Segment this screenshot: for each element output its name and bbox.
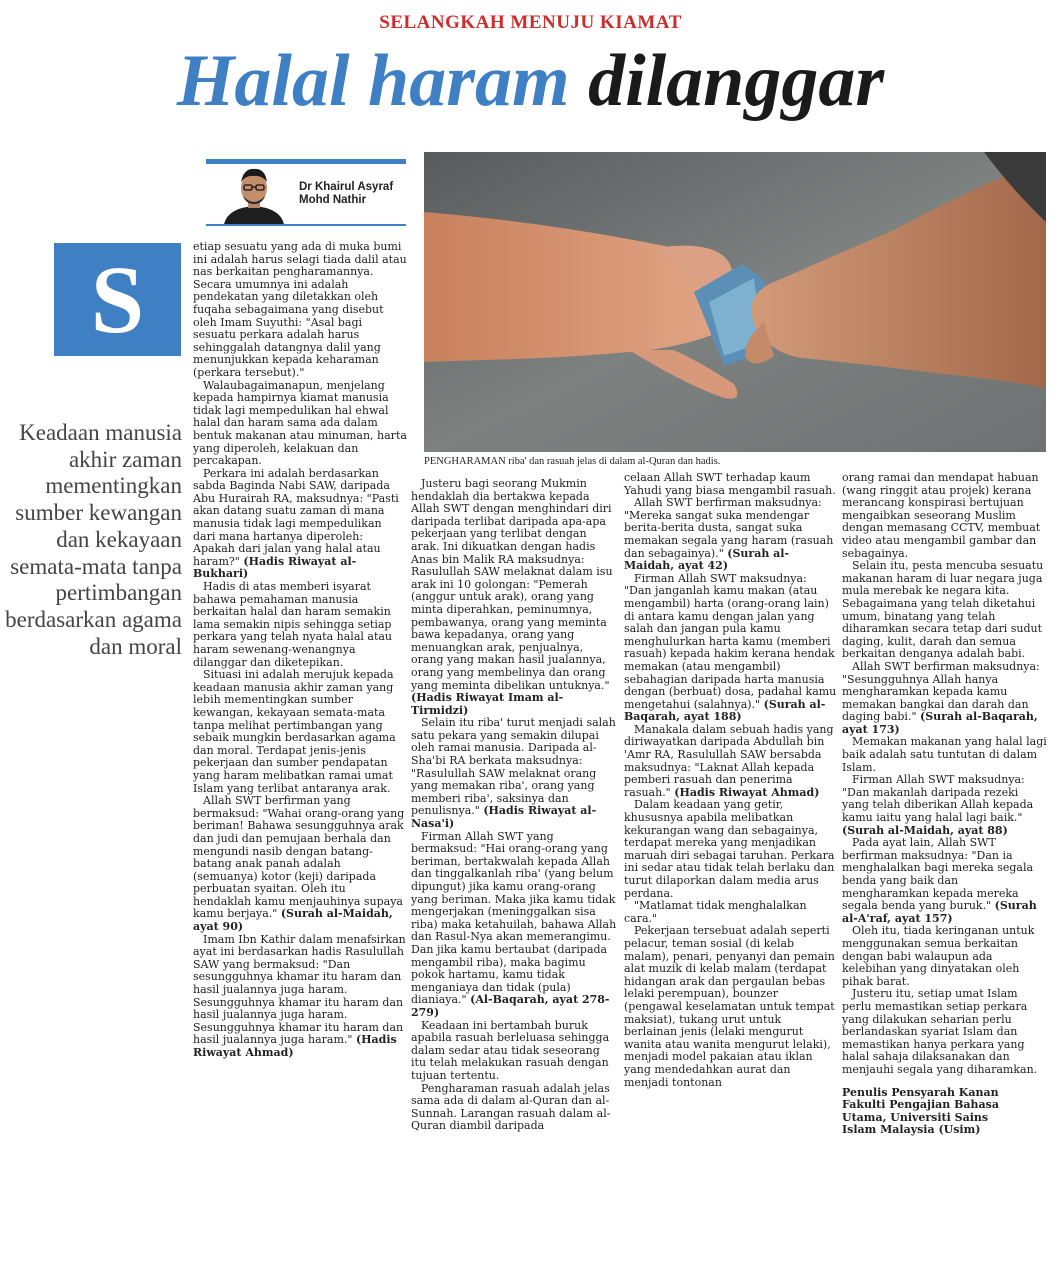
paragraph-text: Selain itu riba' turut menjadi salah satu pekara yang semakin dilupai oleh ramai manusia. Daripada al-Sha'bi RA berkata maksudnya: "Rasulullah SAW melaknat orang yang memakan riba', orang yang memberi riba', saksinya dan penulisnya." <box>411 716 616 818</box>
author-name <box>299 181 393 207</box>
paragraph-text: Firman Allah SWT yang bermaksud: "Hai orang-orang yang beriman, bertakwalah kepada Allah dan tinggalkanlah riba' (yang belum dipungut) jika kamu orang-orang yang beriman. Maka jika kamu tidak mengerjakan (meninggalkan sisa riba) maka ketahuilah, bahawa Allah dan Rasul-Nya akan memerangimu. Dan jika kamu bertaubat (daripada mengambil riba), maka bagimu pokok hartamu, kamu tidak menganiaya dan tidak (pula) dianiaya." <box>411 829 617 1007</box>
paragraph-text: Justeru itu, setiap umat Islam perlu memastikan setiap perkara yang dilakukan seharian perlu berlandaskan syariat Islam dan memastikan hanya perkara yang halal sahaja dilaksanakan dan menjauhi segala yang diharamkan. <box>842 987 1038 1076</box>
pullquote: Keadaan manusia akhir zaman mementingkan sumber kewangan dan kekayaan semata-mata tanpa pertimbangan berdasarkan agama dan moral <box>5 420 182 659</box>
signoff-line: Fakulti Pengajian Bahasa <box>842 1098 999 1112</box>
paragraph <box>193 581 407 669</box>
paragraph-text: Allah SWT berfirman yang bermaksud: "Wahai orang-orang yang beriman! Bahawa sesungguhnya arak dan judi dan pemujaan berhala dan mengundi nasib dengan batang-batang anak panah adalah (semuanya) kotor (keji) daripada perbuatan syaitan. Oleh itu hendaklah kamu menjauhinya supaya kamu berjaya." <box>193 794 405 921</box>
paragraph-text: Justeru bagi seorang Mukmin hendaklah dia bertakwa kepada Allah SWT dengan menghindari diri daripada terlibat daripada apa-apa pekerjaan yang terlibat dengan arak. Ini dikuatkan dengan hadis Anas bin Malik RA maksudnya: Rasulullah SAW melaknat dalam isu arak ini 10 golongan: "Pemerah (anggur untuk arak), orang yang minta diperahkan, peminumnya, pembawanya, orang yang meminta bawa kepadanya, orang yang menuangkan arak, penjualnya, orang yang makan hasil jualannya, orang yang membelinya dan orang yang meminta dibelikan untuknya." <box>411 477 613 692</box>
paragraph <box>842 774 1048 837</box>
paragraph-text: Hadis di atas memberi isyarat bahawa pemahaman manusia berkaitan halal dan haram semakin lama semakin nipis sehingga setiap perkara yang telah nyata halal atau haram sewenang-wenangnya dilanggar dan diketepikan. <box>193 580 393 669</box>
paragraph <box>842 472 1048 560</box>
citation: (Hadis Riwayat al-Bukhari) <box>193 554 357 581</box>
headline-part1: Halal haram <box>176 40 570 122</box>
paragraph-text: Firman Allah SWT maksudnya: "Dan janganlah kamu makan (atau mengambil) harta (orang-orang lain) di antara kamu dengan jalan yang salah dan jangan pula kamu menghulurkan harta kamu (memberi rasuah) kepada hakim kerana hendak memakan (atau mengambil) sebahagian daripada harta manusia dengan (berbuat) dosa, padahal kamu mengetahui (salahnya)." <box>624 571 837 711</box>
paragraph <box>411 1083 618 1133</box>
author-name-line2: Mohd Nathir <box>299 194 367 206</box>
paragraph-text: Pada ayat lain, Allah SWT berfirman maksudnya: "Dan ia menghalalkan bagi mereka segala benda yang baik dan mengharamkan kepada mereka segala benda yang buruk." <box>842 836 1034 913</box>
paragraph <box>193 934 407 1060</box>
paragraph <box>624 925 837 1089</box>
citation: (Hadis Riwayat al-Nasa'i) <box>411 804 597 831</box>
citation: (Surah al-Maidah, ayat 90) <box>193 907 393 934</box>
paragraph <box>411 478 618 717</box>
paragraph <box>842 988 1048 1076</box>
article-column-4 <box>842 472 1048 1137</box>
paragraph <box>624 497 837 573</box>
paragraph <box>624 724 837 800</box>
paragraph <box>624 573 837 724</box>
paragraph-text: Allah SWT berfirman maksudnya: "Mereka sangat suka mendengar berita-berita dusta, sangat suka memakan segala yang haram (rasuah dan sebagainya)." <box>624 496 834 560</box>
dropcap: S <box>54 243 181 356</box>
citation: (Surah al-Maidah, ayat 42) <box>624 546 790 573</box>
paragraph-text: Firman Allah SWT maksudnya: "Dan makanlah daripada rezeki yang telah diberikan Allah kepada kamu iaitu yang halal lagi baik." <box>842 773 1034 825</box>
paragraph-text: celaan Allah SWT terhadap kaum Yahudi yang biasa mengambil rasuah. <box>624 471 836 497</box>
paragraph <box>624 799 837 900</box>
article-column-3 <box>624 472 837 1089</box>
paragraph <box>411 831 618 1020</box>
citation: (Hadis Riwayat Ahmad) <box>674 785 820 799</box>
photo-caption: PENGHARAMAN riba' dan rasuah jelas di dalam al-Quran dan hadis. <box>424 456 721 467</box>
article-column-1 <box>193 241 407 1060</box>
citation: (Surah al-Baqarah, ayat 188) <box>624 697 826 724</box>
author-signoff <box>842 1087 1048 1137</box>
paragraph <box>193 380 407 468</box>
paragraph <box>624 472 837 497</box>
paragraph-text: Imam Ibn Kathir dalam menafsirkan ayat ini berdasarkan hadis Rasulullah SAW yang bermaksud: "Dan sesungguhnya khamar itu haram dan hasil jualannya juga haram. Sesungguhnya khamar itu haram dan hasil jualannya juga haram. Sesungguhnya khamar itu haram dan hasil jualannya juga haram." <box>193 932 406 1047</box>
paragraph <box>193 795 407 934</box>
paragraph <box>842 560 1048 661</box>
paragraph-text: Pengharaman rasuah adalah jelas sama ada di dalam al-Quran dan al-Sunnah. Larangan rasuah dalam al-Quran diambil daripada <box>411 1081 611 1133</box>
citation: (Surah al-Baqarah, ayat 173) <box>842 710 1038 736</box>
signoff-line: Utama, Universiti Sains <box>842 1110 989 1124</box>
paragraph <box>842 661 1048 737</box>
author-name-line1: Dr Khairul Asyraf <box>299 181 394 193</box>
paragraph-text: Selain itu, pesta mencuba sesuatu makanan haram di luar negara juga mula merebak ke negara kita. Sebagaimana yang telah diketahui umum, binatang yang telah diharamkan secara tetap dari sudut daging, kulit, darah dan semua berkaitan denganya adalah babi. <box>842 559 1044 661</box>
paragraph-text: etiap sesuatu yang ada di muka bumi ini adalah harus selagi tiada dalil atau nas berkaitan pengharamannya. Secara umumnya ini adalah pendekatan yang diletakkan oleh fuqaha sebagaimana yang disebut oleh Imam Suyuthi: "Asal bagi sesuatu perkara adalah harus sehinggalah datangnya dalil yang menunjukkan kepada keharaman (perkara tersebut)." <box>193 240 407 379</box>
citation: (Surah al-A'raf, ayat 157) <box>842 899 1037 925</box>
paragraph-text: Pekerjaan tersebuat adalah seperti pelacur, teman sosial (di kelab malam), penari, penyanyi dan pemain alat muzik di kelab malam (terdapat hidangan arak dan pergaulan bebas lelaki perempuan), bounzer (pengawal keselamatan untuk tempat maksiat), tukang urut untuk berlainan jenis (lelaki mengurut wanita atau wanita mengurut lelaki), menjadi model pakaian atau iklan yang mendedahkan aurat dan menjadi tontonan <box>624 924 835 1089</box>
paragraph <box>411 1020 618 1083</box>
paragraph <box>842 837 1048 925</box>
paragraph-text: "Matlamat tidak menghalalkan cara." <box>624 899 807 925</box>
paragraph-text: Allah SWT berfirman maksudnya: "Sesungguhnya Allah hanya mengharamkan kepada kamu memakan bangkai dan darah dan daging babi." <box>842 659 1040 724</box>
paragraph <box>842 925 1048 988</box>
paragraph-text: Perkara ini adalah berdasarkan sabda Baginda Nabi SAW, daripada Abu Hurairah RA, maksudnya: "Pasti akan datang suatu zaman di mana manusia tidak lagi mempedulikan dari mana hartanya diperoleh: Apakah dari jalan yang halal atau haram?" <box>193 466 399 568</box>
signoff-line: Islam Malaysia (Usim) <box>842 1123 981 1137</box>
citation: (Surah al-Maidah, ayat 88) <box>842 823 1008 837</box>
signoff-line: Penulis Pensyarah Kanan <box>842 1085 999 1099</box>
citation: (Hadis Riwayat Ahmad) <box>193 1033 397 1059</box>
citation: (Hadis Riwayat Imam al-Tirmidzi) <box>411 691 564 717</box>
paragraph-text: Manakala dalam sebuah hadis yang diriwayatkan daripada Abdullah bin 'Amr RA, Rasulullah SAW bersabda maksudnya: "Laknat Allah kepada pemberi rasuah dan penerima rasuah." <box>624 722 834 799</box>
article-column-2 <box>411 478 618 1133</box>
paragraph-text: Memakan makanan yang halal lagi baik adalah satu tuntutan di dalam Islam. <box>842 735 1047 774</box>
citation: (Al-Baqarah, ayat 278-279) <box>411 993 610 1019</box>
paragraph-text: Keadaan ini bertambah buruk apabila rasuah berleluasa sehingga dalam sedar atau tidak seseorang itu telah melakukan rasuah dengan tujuan tertentu. <box>411 1018 610 1082</box>
paragraph <box>193 669 407 795</box>
paragraph-text: orang ramai dan mendapat habuan (wang ringgit atau projek) kerana merancang konspirasi bertujuan mengaibkan seseorang Muslim dengan memasang CCTV, membuat video atau mengambil gambar dan sebagainya. <box>842 471 1041 560</box>
paragraph <box>624 900 837 925</box>
author-rule <box>206 224 406 226</box>
paragraph <box>842 736 1048 774</box>
paragraph-text: Walaubagaimanapun, menjelang kepada hampirnya kiamat manusia tidak lagi mempedulikan hal ehwal halal dan haram sama ada dalam bentuk makanan atau minuman, harta yang diperoleh, kelakuan dan percakapan. <box>193 378 407 468</box>
headline-part2: dilanggar <box>588 40 885 122</box>
paragraph <box>193 241 407 380</box>
headline <box>0 38 1061 124</box>
article-photo <box>424 152 1046 452</box>
paragraph-text: Situasi ini adalah merujuk kepada keadaan manusia akhir zaman yang lebih mementingkan sumber kewangan, kekayaan semata-mata tanpa melihat pertimbangan yang sebaik mungkin berdasarkan agama dan moral. Terdapat jenis-jenis pekerjaan dan sumber pendapatan yang haram melibatkan ramai umat Islam yang terlibat antaranya arak. <box>193 668 396 795</box>
paragraph <box>193 468 407 581</box>
paragraph-text: Oleh itu, tiada keringanan untuk menggunakan semua berkaitan dengan babi walaupun ada kelebihan yang dinyatakan oleh pihak barat. <box>842 924 1035 988</box>
kicker: SELANGKAH MENUJU KIAMAT <box>379 12 682 33</box>
paragraph <box>411 717 618 830</box>
paragraph-text: Dalam keadaan yang getir, khususnya apabila melibatkan kekurangan wang dan sebagainya, terdapat mereka yang menjadikan maruah diri sebagai taruhan. Perkara ini sedar atau tidak telah berlaku dan turut dilaporkan dalam media arus perdana. <box>624 798 835 900</box>
author-photo <box>214 164 294 224</box>
